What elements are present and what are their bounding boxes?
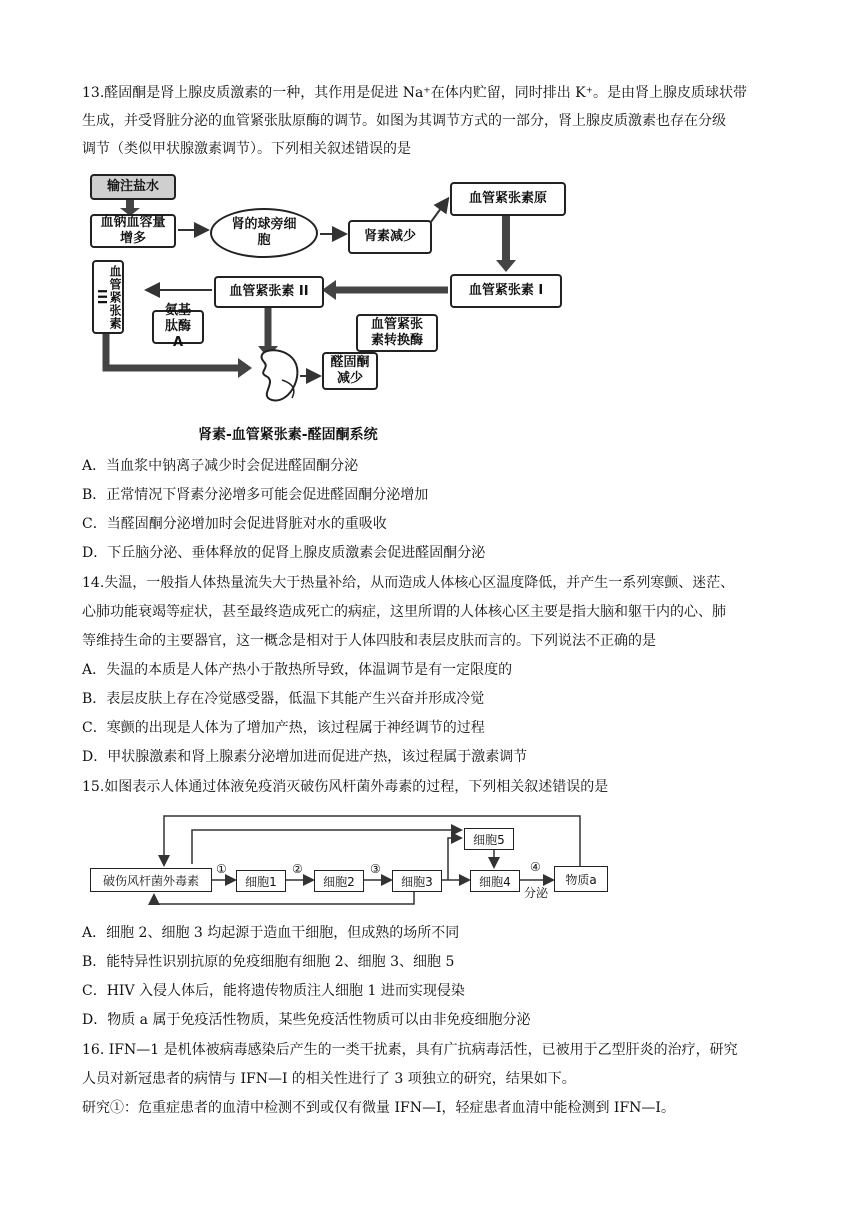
q13-line-3: 调节（类似甲状腺激素调节）。下列相关叙述错误的是: [82, 141, 411, 157]
cell3-box: 细胞3: [392, 870, 442, 892]
q15-line-1: 15.如图表示人体通过体液免疫消灭破伤风杆菌外毒素的过程，下列相关叙述错误的是: [82, 779, 609, 795]
toxin-box: 破伤风杆菌外毒素: [90, 868, 212, 892]
blood-sodium-box: 血钠血容量增多: [90, 214, 176, 248]
q13-line-2: 生成，并受肾脏分泌的血管紧张肽原酶的调节。如图为其调节方式的一部分，肾上腺皮质激素也存在分级: [82, 113, 726, 129]
angiotensin-3-box: 血管紧张素III: [92, 260, 124, 334]
cell2-box: 细胞2: [314, 870, 364, 892]
angiotensin-2-box: 血管紧张素 II: [214, 276, 324, 308]
q13-option-a: A．当血浆中钠离子减少时会促进醛固酮分泌: [82, 458, 359, 474]
q15-option-b: B．能特异性识别抗原的免疫细胞有细胞 2、细胞 3、细胞 5: [82, 954, 455, 970]
step-2-label: ②: [292, 862, 303, 876]
q14-line-2: 心肺功能衰竭等症状，甚至最终造成死亡的病症，这里所谓的人体核心区主要是指大脑和躯干内的心、肺: [82, 604, 726, 620]
q13-option-c: C．当醛固酮分泌增加时会促进肾脏对水的重吸收: [82, 516, 387, 532]
q15-option-c: C．HIV 入侵人体后，能将遗传物质注人细胞 1 进而实现侵染: [82, 983, 465, 999]
substance-a-box: 物质a: [554, 866, 608, 892]
q14-option-c: C．寒颤的出现是人体为了增加产热，该过程属于神经调节的过程: [82, 720, 485, 736]
cell5-box: 细胞5: [464, 828, 514, 850]
step-1-label: ①: [216, 862, 227, 876]
secrete-label: 分泌: [524, 886, 549, 900]
renin-decrease-box: 肾素减少: [348, 220, 432, 254]
q14-option-a: A．失温的本质是人体产热小于散热所导致，体温调节是有一定限度的: [82, 662, 513, 678]
immunity-diagram: [84, 804, 624, 914]
cell4-box: 细胞4: [470, 870, 520, 892]
raas-diagram: [82, 168, 622, 448]
q16-line-1: 16. IFN—1 是机体被病毒感染后产生的一类干扰素，具有广抗病毒活性，已被用于乙型肝炎的治疗，研究: [82, 1042, 738, 1058]
angiotensin-1-box: 血管紧张素 I: [450, 274, 562, 308]
q14-line-1: 14.失温，一般指人体热量流失大于热量补给，从而造成人体核心区温度降低，并产生一系列寒颤、迷茫、: [82, 575, 735, 591]
kidney-cell-ellipse: 肾的球旁细胞: [210, 208, 318, 258]
q14-option-b: B．表层皮肤上存在冷觉感受器，低温下其能产生兴奋并形成冷觉: [82, 691, 485, 707]
step-4-label: ④: [530, 860, 541, 874]
saline-box: 输注盐水: [90, 174, 176, 200]
ace-enzyme-box: 血管紧张素转换酶: [356, 314, 438, 352]
cell1-box: 细胞1: [236, 870, 286, 892]
q15-option-a: A．细胞 2、细胞 3 均起源于造血干细胞，但成熟的场所不同: [82, 925, 460, 941]
step-3-label: ③: [370, 862, 381, 876]
q15-option-d: D．物质 a 属于免疫活性物质，某些免疫活性物质可以由非免疫细胞分泌: [82, 1012, 531, 1028]
q14-line-3: 等维持生命的主要器官，这一概念是相对于人体四肢和表层皮肤而言的。下列说法不正确的是: [82, 633, 656, 649]
q13-option-b: B．正常情况下肾素分泌增多可能会促进醛固酮分泌增加: [82, 487, 429, 503]
q14-option-d: D．甲状腺激素和肾上腺素分泌增加进而促进产热，该过程属于激素调节: [82, 749, 528, 765]
aminopeptidase-box: 氨基肽酶A: [152, 310, 204, 344]
q13-option-d: D．下丘脑分泌、垂体释放的促肾上腺皮质激素会促进醛固酮分泌: [82, 545, 486, 561]
raas-caption: 肾素-血管紧张素-醛固酮系统: [198, 427, 378, 443]
q13-line-1: 13.醛固酮是肾上腺皮质激素的一种，其作用是促进 Na⁺在体内贮留，同时排出 K⁺。是由肾上腺皮质球状带: [82, 85, 747, 101]
angiotensinogen-box: 血管紧张素原: [450, 182, 566, 216]
q16-line-3: 研究①：危重症患者的血清中检测不到或仅有微量 IFN—I，轻症患者血清中能检测到 IFN—I。: [82, 1100, 675, 1116]
q16-line-2: 人员对新冠患者的病情与 IFN—I 的相关性进行了 3 项独立的研究，结果如下。: [82, 1071, 576, 1087]
aldosterone-decrease-box: 醛固酮减少: [322, 352, 378, 390]
